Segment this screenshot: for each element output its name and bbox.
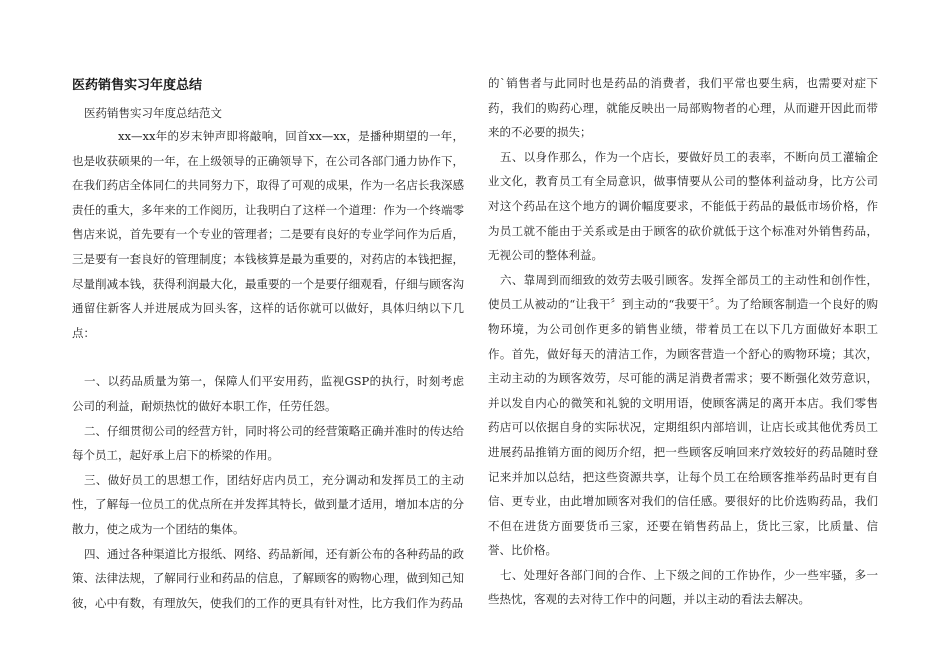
paragraph-gap — [72, 345, 464, 369]
item-7-paragraph: 七、处理好各部门间的合作、上下级之间的工作协作，少一些牢骚，多一些热忱，客观的去对待工作中的问题，并以主动的看法去解决。 — [488, 567, 878, 607]
item-5-paragraph: 五、以身作那么，作为一个店长，要做好员工的表率，不断向员工灌输企业文化，教育员工有全局意识，做事情要从公司的整体利益动身，比方公司对这个药品在这个地方的调价幅度要求，不能低于药品的最低市场价格，作为员工就不能由于关系或是由于顾客的砍价就低于这个标准对外销售药品，无视公司的整体利益。 — [488, 149, 878, 263]
left-column — [72, 124, 464, 615]
item-4-continuation: 的`销售者与此同时也是药品的消费者，我们平常也要生病，也需要对症下药，我们的购药心理，就能反映出一局部购物者的心理，从而避开因此而带来的不必要的损失； — [488, 76, 878, 140]
right-column — [488, 71, 878, 612]
item-2-paragraph: 二、仔细贯彻公司的经营方针，同时将公司的经营策略正确并准时的传达给每个员工，起好承上启下的桥梁的作用。 — [72, 423, 464, 463]
item-6-paragraph: 六、靠周到而细致的效劳去吸引顾客。发挥全部员工的主动性和创作性，使员工从被动的“让我干〞到主动的“我要干〞。为了给顾客制造一个良好的购物环境，为公司创作更多的销售业绩，带着员工在以下几方面做好本职工作。首先，做好每天的清洁工作，为顾客营造一个舒心的购物环境；其次，主动主动的为顾客效劳，尽可能的满足消费者需求；要不断强化效劳意识，并以发自内心的微笑和礼貌的文明用语，使顾客满足的离开本店。我们零售药店可以依据自身的实际状况，定期组织内部培训，让店长或其他优秀员工进展药品推销方面的阅历介绍，把一些顾客反响回来疗效较好的药品随时登记来并加以总结，把这些资源共享，让每个员工在给顾客推举药品时更有自信、更专业，由此增加顾客对我们的信任感。要很好的比价选购药品，我们不但在进货方面要货币三家，还要在销售药品上，货比三家，比质量、信誉、比价格。 — [488, 272, 878, 558]
document-title: 医药销售实习年度总结 — [72, 78, 203, 93]
intro-paragraph: xx—xx年的岁末钟声即将敲响，回首xx—xx，是播种期望的一年，也是收获硕果的一年，在上级领导的正确领导下，在公司各部门通力协作下，在我们药店全体同仁的共同努力下，取得了可观的成果，作为一名店长我深感责任的重大，多年来的工作阅历，让我明白了这样一个道理：作为一个终端零售店来说，首先要有一个专业的管理者；二是要有良好的专业学问作为后盾，三是要有一套良好的管理制度；本钱核算是最为重要的，对药店的本钱把握，尽量削减本钱，获得利润最大化，最重要的一个是要仔细观看，仔细与顾客沟通留住新客人并进展成为回头客，这样的话你就可以做好，具体归纳以下几点： — [72, 129, 464, 340]
item-3-paragraph: 三、做好员工的思想工作，团结好店内员工，充分调动和发挥员工的主动性，了解每一位员工的优点所在并发挥其特长，做到量才适用，增加本店的分散力，使之成为一个团结的集体。 — [72, 472, 464, 536]
document-subtitle: 医药销售实习年度总结范文 — [84, 106, 222, 120]
item-4-paragraph: 四、通过各种渠道比方报纸、网络、药品新闻，还有新公布的各种药品的政策、法律法规，了解同行业和药品的信息，了解顾客的购物心理，做到知己知彼，心中有数，有理放矢，使我们的工作的更具有针对性，比方我们作为药品 — [72, 546, 464, 610]
item-1-paragraph: 一、以药品质量为第一，保障人们平安用药，监视GSP的执行，时刻考虑公司的利益，耐烦热忱的做好本职工作，任劳任怨。 — [72, 374, 464, 413]
